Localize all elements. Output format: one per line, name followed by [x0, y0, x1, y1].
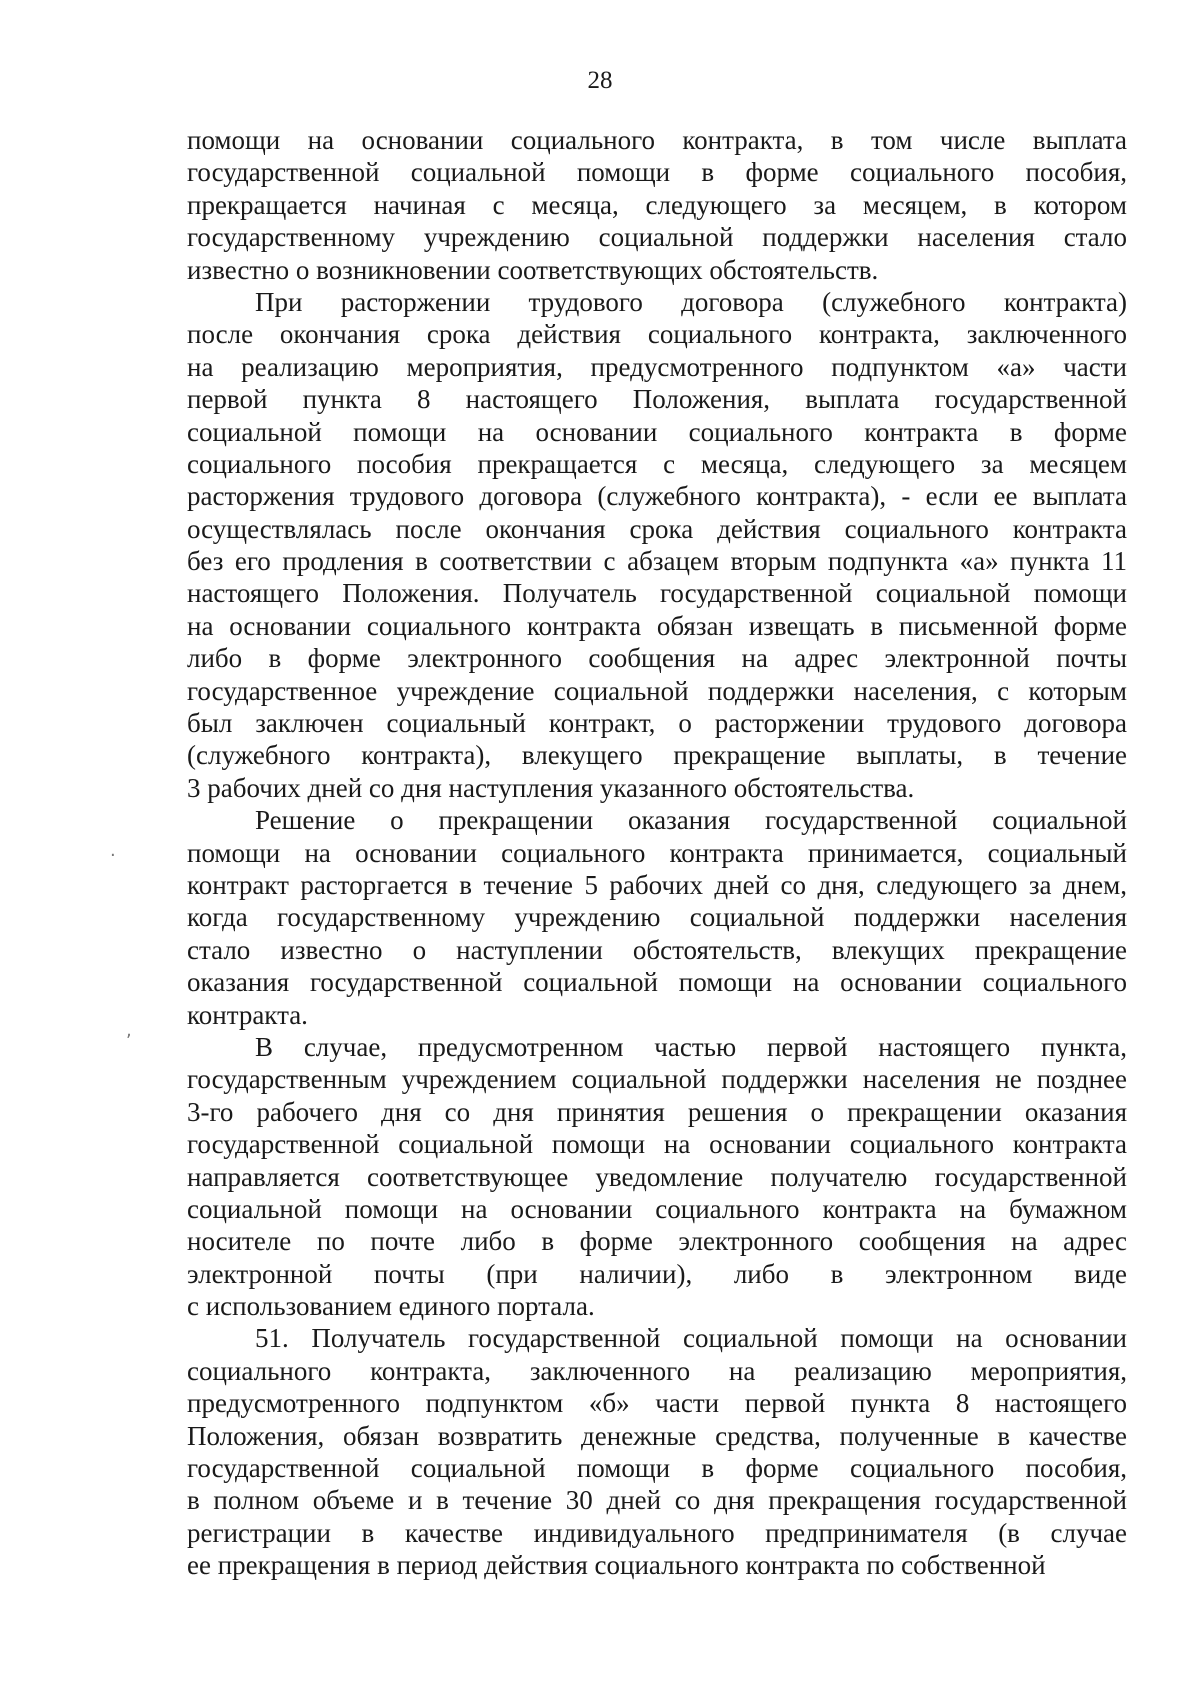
scan-speck: , — [126, 1020, 132, 1041]
text-line: первой пункта 8 настоящего Положения, выплата государственной — [187, 384, 1127, 415]
text-line: социальной помощи на основании социального контракта в форме — [187, 416, 1127, 447]
text-line: государственное учреждение социальной поддержки населения, с которым — [187, 675, 1127, 706]
text-line: помощи на основании социального контракта принимается, социальный — [187, 837, 1127, 868]
text-line: контракта. — [187, 999, 308, 1030]
text-line: 3-го рабочего дня со дня принятия решения о прекращении оказания — [187, 1096, 1127, 1127]
text-line: оказания государственной социальной помощи на основании социального — [187, 967, 1127, 998]
text-line: Положения, обязан возвратить денежные средства, полученные в качестве — [187, 1420, 1127, 1451]
text-line: 3 рабочих дней со дня наступления указанного обстоятельства. — [187, 772, 915, 803]
text-line: социального контракта, заключенного на реализацию мероприятия, — [187, 1355, 1127, 1386]
text-line: осуществлялась после окончания срока действия социального контракта — [187, 513, 1127, 544]
text-line: направляется соответствующее уведомление получателю государственной — [187, 1161, 1127, 1192]
text-line: ее прекращения в период действия социального контракта по собственной — [187, 1550, 1046, 1581]
text-line: когда государственному учреждению социальной поддержки населения — [187, 902, 1127, 933]
paragraph — [187, 1322, 1127, 1581]
text-line: без его продления в соответствии с абзацем вторым подпункта «а» пункта 11 — [187, 546, 1127, 577]
text-line: государственной социальной помощи в форме социального пособия, — [187, 157, 1127, 188]
text-line: социальной помощи на основании социального контракта на бумажном — [187, 1193, 1127, 1224]
text-line: При расторжении трудового договора (служебного контракта) — [255, 286, 1127, 317]
document-body — [187, 124, 1127, 1582]
text-line: был заключен социальный контракт, о расторжении трудового договора — [187, 708, 1127, 739]
text-line: государственной социальной помощи на основании социального контракта — [187, 1129, 1127, 1160]
text-line: на основании социального контракта обязан извещать в письменной форме — [187, 610, 1127, 641]
paragraph — [187, 286, 1127, 804]
text-line: расторжения трудового договора (служебного контракта), - если ее выплата — [187, 481, 1127, 512]
text-line: либо в форме электронного сообщения на адрес электронной почты — [187, 643, 1127, 674]
text-line: с использованием единого портала. — [187, 1291, 595, 1322]
text-line: помощи на основании социального контракта, в том числе выплата — [187, 125, 1127, 155]
text-line: носителе по почте либо в форме электронного сообщения на адрес — [187, 1226, 1127, 1257]
text-line: стало известно о наступлении обстоятельств, влекущих прекращение — [187, 934, 1127, 965]
text-line: прекращается начиная с месяца, следующего за месяцем, в котором — [187, 189, 1127, 220]
paragraph — [187, 124, 1127, 286]
text-line: государственным учреждением социальной поддержки населения не позднее — [187, 1064, 1127, 1095]
text-line: государственной социальной помощи в форме социального пособия, — [187, 1453, 1127, 1484]
text-line: настоящего Положения. Получатель государственной социальной помощи — [187, 578, 1127, 609]
text-line: 51. Получатель государственной социальной помощи на основании — [255, 1323, 1127, 1354]
text-line: электронной почты (при наличии), либо в электронном виде — [187, 1258, 1127, 1289]
page-number: 28 — [587, 67, 613, 94]
text-line: в полном объеме и в течение 30 дней со дня прекращения государственной — [187, 1485, 1127, 1516]
scan-speck: · — [110, 845, 116, 866]
text-line: контракт расторгается в течение 5 рабочих дней со дня, следующего за днем, — [187, 869, 1127, 900]
paragraph — [187, 804, 1127, 1031]
text-line: (служебного контракта), влекущего прекращение выплаты, в течение — [187, 740, 1127, 771]
text-line: после окончания срока действия социального контракта, заключенного — [187, 319, 1127, 350]
paragraph — [187, 1031, 1127, 1323]
text-line: на реализацию мероприятия, предусмотренного подпунктом «а» части — [187, 351, 1127, 382]
text-line: известно о возникновении соответствующих обстоятельств. — [187, 254, 879, 285]
text-line: государственному учреждению социальной поддержки населения стало — [187, 222, 1127, 253]
text-line: социального пособия прекращается с месяца, следующего за месяцем — [187, 448, 1127, 479]
text-line: регистрации в качестве индивидуального предпринимателя (в случае — [187, 1517, 1127, 1548]
text-line: В случае, предусмотренном частью первой настоящего пункта, — [255, 1031, 1127, 1062]
text-line: предусмотренного подпунктом «б» части первой пункта 8 настоящего — [187, 1388, 1127, 1419]
text-line: Решение о прекращении оказания государственной социальной — [255, 805, 1127, 836]
